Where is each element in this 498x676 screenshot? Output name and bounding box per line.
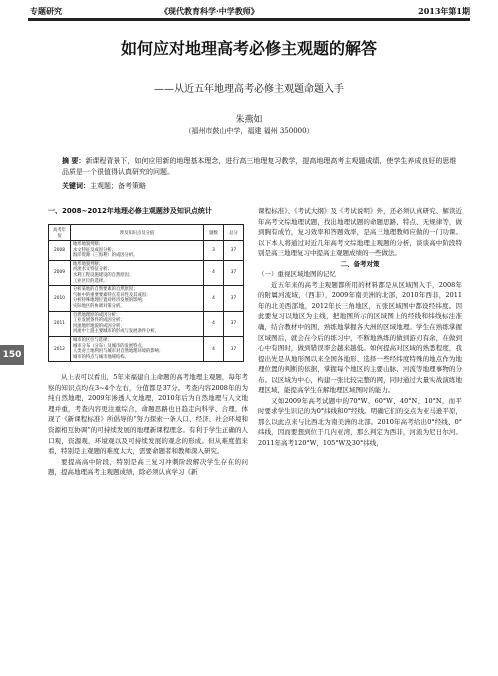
right-column	[258, 206, 462, 449]
body-paragraph: 课程标准》、《考试大纲》及《考试说明》外，还必须认真研究、解读近年高考文综地理试题，找出地理试题的命题思路、特点、无规律等，做到胸有成竹，复习效率和答题效率，是高三地理教师应做的一门功课。以下本人将通过对近几年高考文综地理主观题的分析，谈谈高中阶段特别是高三地理复习中提高主观题成绩的一些做法。	[258, 207, 462, 258]
body-paragraph: 近五年来的高考主观题都所用的材料都是从区域图入手，2008年的附属河流域，（西非），2009年南美洲的北部，2010年西非，2011年的北美西部地，2012年长三角地区，五张区域图中都设经纬度。因此要复习以地区为主线，把地图所示的区域图上的经线和纬线标注准确，结合教材中的图，熟练地掌握各大洲的区域地理。学生在熟练掌握区域图后，就会在今后的练习中，不断地熟练的做到游刃有余，在做到心中有图时，做到错误率会越来越低。如何提高对区域的熟悉程度，我提出先是从地形图以来全国各地形、选择一些经纬度特殊的地点作为地理位置的判断的依据，掌握每个地区的主要山脉、河流等地理事物的分布。以区域为中心，构建一张比较完整的网，同时通过大量实战演练地理区域，能提高学生在解地理区域图时的能力。	[258, 280, 462, 395]
article-subtitle: ——从近五年地理高考必修主观题命题入手	[154, 84, 344, 95]
row-count: 4	[204, 311, 224, 336]
section-heading: 一、2008~2012年地理必修主观题涉及知识点统计	[48, 207, 212, 215]
row-content: 地形地貌判断； 河流水文特征分析； 水利工程设施建设的自然原因； 工业区位的选择。	[71, 260, 204, 285]
row-content: 自然地理原的成因分析； 工业发展条件的成因分析； 河流地形地貌的成因分析； 河流中上游主要城市的形成与发展条件分析。	[71, 311, 204, 336]
row-score: 37	[224, 311, 244, 336]
row-content: 城市的区位与选择； 城市分布（分布）及城市的发展特点； 人类对土地利用与城市对自然地理环境的影响； 城市的特点与城市地域结构。	[71, 336, 204, 361]
row-score: 37	[224, 241, 244, 261]
page-header	[0, 0, 498, 22]
author-affiliation: （福州市鼓山中学，福建 福州 350000）	[184, 127, 314, 135]
body-paragraph: 又如2009年高考试题中的70°W、60°W、40°N、10°N，而平时要求学生识记的为0°纬线和0°经线。明确它们的交点为亚马逊平原，那么以此点来与比西北为南美洲的北部。2010年高考给出0°经线、0°纬线，因而要想到位于几内亚湾，那么判定为西非，河流为尼日尔河。2011年高考120°W，105°W及30°纬线，	[258, 396, 462, 448]
table-row	[49, 336, 244, 361]
keywords-label: 关键词：	[62, 182, 90, 190]
keywords	[62, 181, 462, 191]
page-number: 150	[0, 345, 24, 365]
row-year: 2009	[49, 260, 71, 285]
abstract-label: 摘 要：	[62, 157, 86, 165]
author-name: 朱燕如	[235, 115, 263, 125]
table-row	[49, 286, 244, 311]
subsection-heading: （一）重视区域地图的记忆	[258, 270, 336, 279]
keywords-text: 主观题；备考策略	[90, 182, 146, 190]
body-paragraph: 从上表可以看出，5年来福建自主命题的高考地理主观题，每年考察的知识点均在3~4个左右，分值都是37分。考查内容2008年的为纯自然地理，2009年渗透人文地理，2010年后为自然地理与人文地理并重，考查内容更注重综合，命题思路也日趋走向科学、合理，体现了《新课程标准》所倡导的“努力探索一条人口、经济、社会环境和资源相互协调”的可持续发展的地理新课程理念。有利于学生正确的人口观，资源观，环境观以及可持续发展的观念的形成。但从难度值来看，特别是主观题的难度太大，需要命题者和教师深入研究。	[48, 373, 248, 456]
left-column	[48, 206, 248, 478]
header-content: 涉及知识点及分值	[71, 225, 204, 241]
journal-name: 《现代教育科学·中学教师》	[160, 6, 259, 16]
row-count: 4	[204, 260, 224, 285]
row-year: 2011	[49, 311, 71, 336]
row-year: 2010	[49, 286, 71, 311]
table-row	[49, 241, 244, 261]
table-header-row	[49, 225, 244, 241]
row-year: 2012	[49, 336, 71, 361]
section-heading: 二、备考对策	[340, 259, 380, 268]
row-content: 地形地貌判断； 水文特征及成因分析； 海洋资源（三海利）的成因分析。	[71, 241, 204, 261]
header-year: 高考年份	[49, 225, 71, 241]
row-count: 3	[204, 241, 224, 261]
abstract	[62, 156, 462, 178]
header-rule	[28, 18, 470, 21]
body-paragraph: 要提高高中阶段，特别是高三复习冲刺阶段解决学生存在的问题，提高地理高考主观题成绩，除必须认真学习《新	[48, 457, 248, 477]
table-row	[49, 311, 244, 336]
row-score: 37	[224, 336, 244, 361]
abstract-text: 新课程背景下，如何应用新的地理基本理念，进行高三地理复习教学，提高地理高考主观题成绩，使学生养成良好的思维品质是一个很值得认真研究的问题。	[62, 157, 457, 176]
row-score: 37	[224, 286, 244, 311]
row-content: 分析某地的自然要素的自然原因； 气候中的重要要素特点差异性及其成因； 分析特殊地理位置对经济发展的影响； 实际地区的协调对策分析。	[71, 286, 204, 311]
header-count: 题数	[204, 225, 224, 241]
row-score: 37	[224, 260, 244, 285]
section-tag: 专题研究	[30, 6, 62, 16]
table-row	[49, 260, 244, 285]
issue-label: 2013年第1期	[418, 6, 470, 16]
row-count: 4	[204, 336, 224, 361]
statistics-table	[48, 224, 244, 362]
row-year: 2008	[49, 241, 71, 261]
header-score: 总分	[224, 225, 244, 241]
article-title: 如何应对地理高考必修主观题的解答	[120, 39, 377, 58]
row-count: 4	[204, 286, 224, 311]
